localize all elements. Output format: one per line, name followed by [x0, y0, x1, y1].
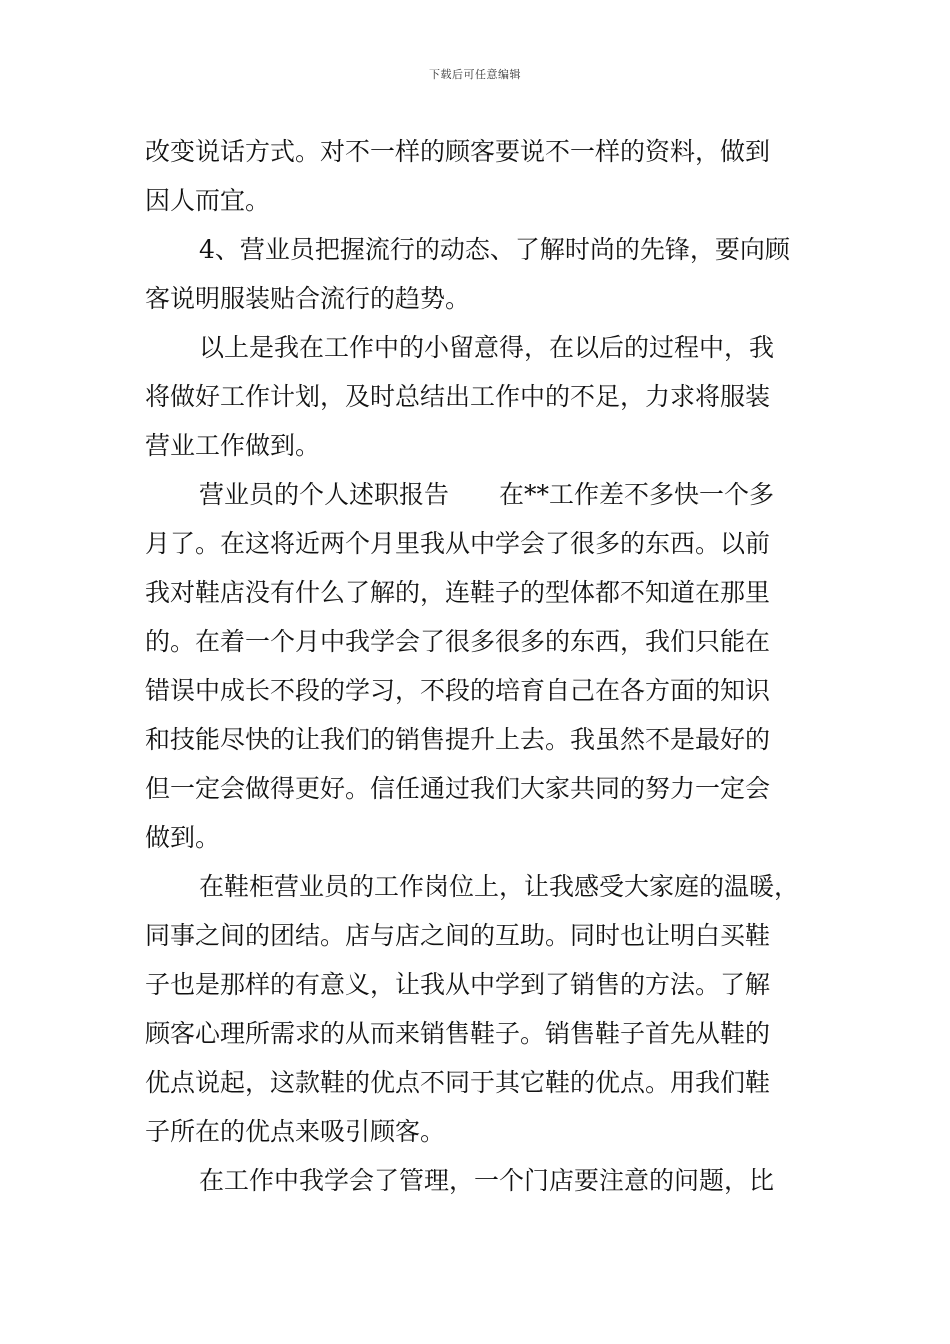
- text-line: 在工作中我学会了管理，一个门店要注意的问题，比: [199, 1166, 775, 1195]
- text-line: 客说明服装贴合流行的趋势。: [145, 284, 471, 313]
- text-line: 顾客心理所需求的从而来销售鞋子。销售鞋子首先从鞋的: [145, 1019, 771, 1048]
- text-line: 月了。在这将近两个月里我从中学会了很多的东西。以前: [145, 529, 771, 558]
- text-line: 子也是那样的有意义，让我从中学到了销售的方法。了解: [145, 970, 771, 999]
- text-line: 优点说起，这款鞋的优点不同于其它鞋的优点。用我们鞋: [145, 1068, 771, 1097]
- text-line: 在鞋柜营业员的工作岗位上，让我感受大家庭的温暖，: [199, 872, 800, 901]
- text-line: 和技能尽快的让我们的销售提升上去。我虽然不是最好的: [145, 725, 771, 754]
- text-line: 同事之间的团结。店与店之间的互助。同时也让明白买鞋: [145, 921, 771, 950]
- text-line: 错误中成长不段的学习，不段的培育自己在各方面的知识: [145, 676, 771, 705]
- text-line: 子所在的优点来吸引顾客。: [145, 1117, 446, 1146]
- document-body: [145, 127, 815, 1205]
- text-line: 因人而宜。: [145, 186, 271, 215]
- text-line: 将做好工作计划，及时总结出工作中的不足，力求将服装: [145, 382, 771, 411]
- text-line: 营业员的个人述职报告 在**工作差不多快一个多: [199, 480, 775, 509]
- page-header-note: 下载后可任意编辑: [429, 68, 521, 81]
- text-line: 营业工作做到。: [145, 431, 321, 460]
- text-line: 4、营业员把握流行的动态、了解时尚的先锋，要向顾: [199, 235, 790, 264]
- text-line: 以上是我在工作中的小留意得，在以后的过程中，我: [199, 333, 775, 362]
- text-line: 做到。: [145, 823, 221, 852]
- text-line: 但一定会做得更好。信任通过我们大家共同的努力一定会: [145, 774, 771, 803]
- text-line: 改变说话方式。对不一样的顾客要说不一样的资料，做到: [145, 137, 771, 166]
- text-line: 我对鞋店没有什么了解的，连鞋子的型体都不知道在那里: [145, 578, 771, 607]
- text-line: 的。在着一个月中我学会了很多很多的东西，我们只能在: [145, 627, 771, 656]
